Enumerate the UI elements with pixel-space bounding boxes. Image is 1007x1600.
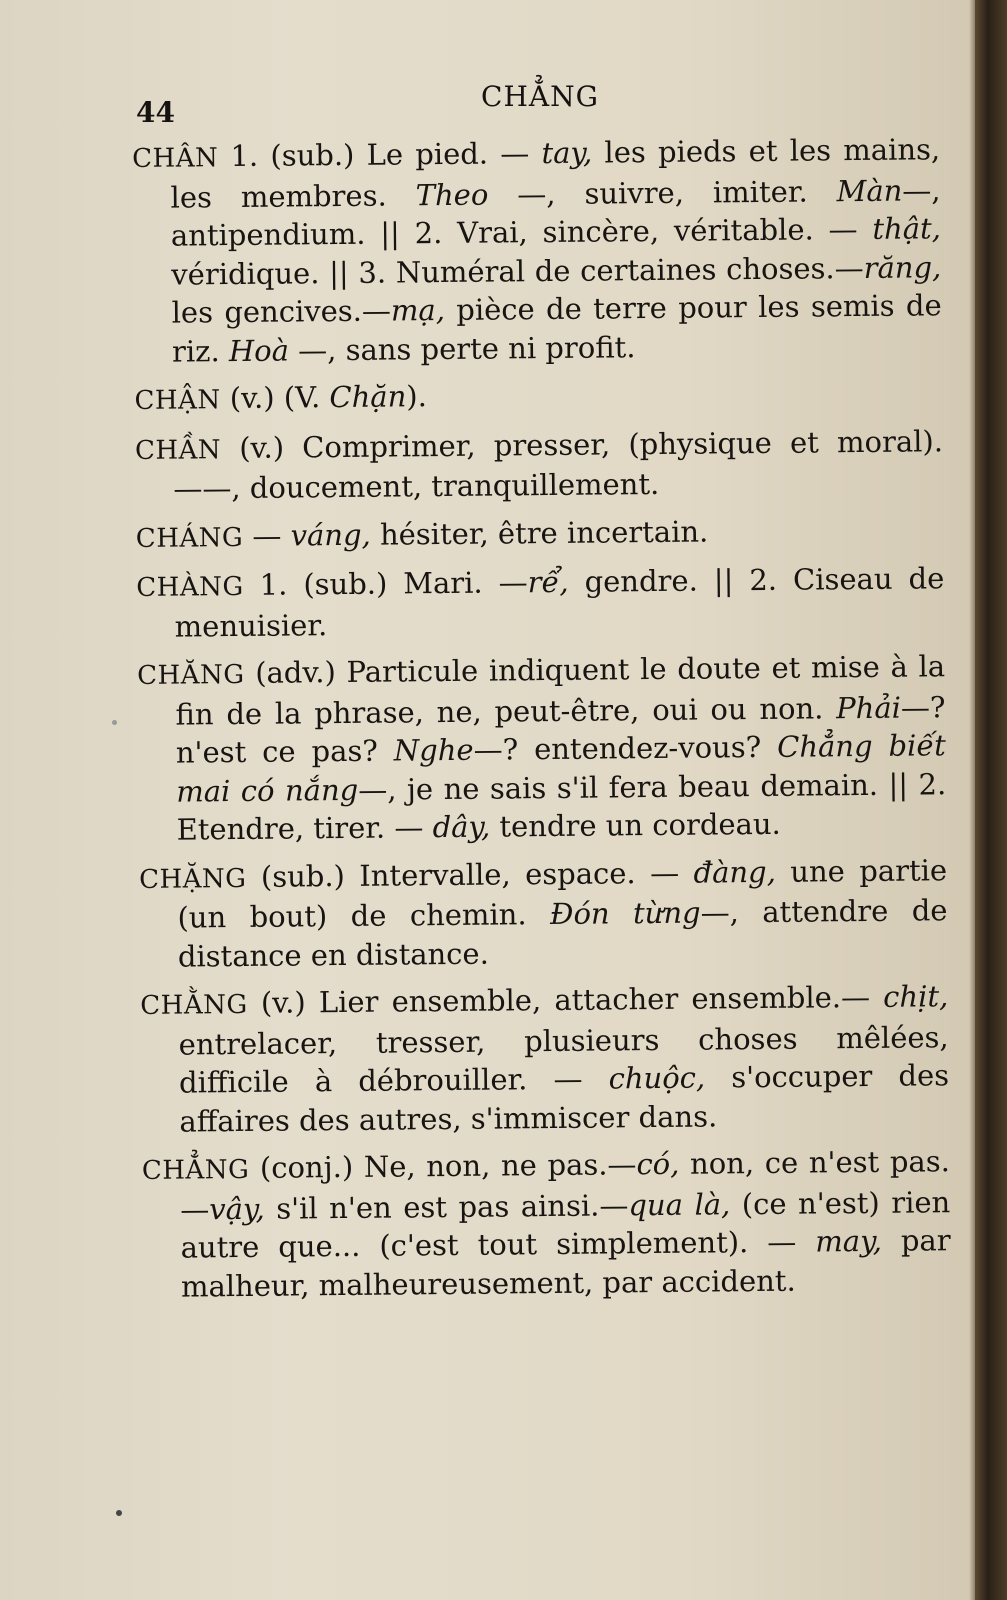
entry-example-italic: răng, [863, 249, 942, 285]
entry-text: (v.) Lier ensemble, attacher ensemble.— [247, 979, 884, 1020]
dictionary-entry [139, 851, 948, 976]
entry-example-italic: Chẳng biết mai có nắng [176, 728, 947, 809]
entry-example-italic: chuộc, [608, 1060, 706, 1096]
entry-text: véridique. || 3. Numéral de certaines choses.— [171, 250, 864, 292]
entry-text: —? entendez-vous? [473, 729, 778, 767]
entry-headword: CHẰNG [140, 989, 248, 1021]
entry-example-italic: qua là, [628, 1186, 731, 1222]
dictionary-entry [136, 510, 944, 558]
entry-example-italic: dây, [432, 809, 491, 845]
entry-example-italic: chịt, [883, 979, 949, 1014]
entry-headword: CHẶNG [138, 863, 247, 895]
entry-text: —, je ne sais s'il fera beau demain. || 2. Etendre, tirer. — [176, 766, 947, 847]
entry-example-italic: váng, [290, 517, 371, 552]
dictionary-entry [132, 130, 942, 371]
entry-text: (ce n'est) rien autre que... (c'est tout simplement). — [180, 1184, 951, 1265]
entry-text: les pieds et les mains, les membres. [170, 132, 941, 215]
dictionary-entry [135, 422, 944, 509]
entry-example-italic: mạ, [390, 293, 446, 328]
ink-speck [116, 1510, 122, 1516]
entry-example-italic: Màn [836, 173, 903, 208]
entry-example-italic: Phải [836, 690, 902, 725]
entry-example-italic: có, [636, 1146, 680, 1182]
entry-text: —, antipendium. || 2. Vrai, sincère, véritable. — [170, 172, 941, 253]
entry-example-italic: Chặn [329, 379, 407, 415]
entry-text: les gencives.— [171, 293, 392, 330]
entry-example-italic: may, [815, 1223, 883, 1259]
entry-text: tendre un cordeau. [490, 806, 781, 844]
entry-text: (sub.) Intervalle, espace. — [246, 855, 694, 894]
entry-text: —, suivre, imiter. [488, 173, 837, 212]
entry-text: 1. (sub.) Le pied. — [218, 136, 542, 174]
entry-example-italic: tay, [541, 135, 593, 171]
entry-text: s'il n'en est pas ainsi.— [264, 1187, 629, 1226]
entry-headword: CHÀNG [136, 571, 244, 603]
entry-headword: CHÁNG [135, 522, 244, 554]
entry-example-italic: Hoà [228, 333, 290, 368]
entry-text: (adv.) Particule indiquent le doute et mise à la fin de la phrase, ne, peut-être, oui ou non. [175, 649, 946, 732]
entry-text: (conj.) Ne, non, ne pas.— [249, 1147, 637, 1185]
entry-headword: CHẦN [134, 434, 222, 466]
entry-text: entrelacer, tresser, plusieurs choses mêlées, difficile à débrouiller. — [178, 1019, 949, 1100]
dictionary-entry [142, 1142, 951, 1306]
entry-example-italic: Đón từng [549, 895, 701, 932]
entry-example-italic: rể, [527, 564, 569, 600]
entry-headword: CHẲNG [141, 1154, 250, 1186]
entry-text: (v.) (V. [220, 380, 330, 416]
entry-example-italic: Theo [415, 177, 489, 212]
book-gutter [975, 0, 1007, 1600]
entry-headword: CHÂN [132, 143, 219, 174]
dictionary-entry [137, 647, 947, 849]
entry-text: — [243, 517, 291, 553]
entry-text: par malheur, malheureusement, par accident. [180, 1223, 951, 1304]
entry-example-italic: vậy, [209, 1191, 265, 1226]
entry-text: 1. (sub.) Mari. — [243, 565, 528, 602]
entry-text: ). [406, 379, 427, 414]
entry-text: une partie (un bout) de chemin. [177, 852, 948, 935]
entry-text: non, ce n'est pas.— [180, 1144, 951, 1227]
entry-text: s'occuper des affaires des autres, s'immiscer dans. [179, 1058, 950, 1139]
entry-example-italic: đàng, [693, 854, 777, 890]
page-number: 44 [136, 96, 175, 129]
running-head: CHẲNG [481, 80, 599, 113]
dictionary-entry [140, 977, 949, 1141]
entry-text: —, sans perte ni profit. [288, 329, 636, 368]
entry-headword: CHĂNG [137, 659, 245, 691]
entry-text: —? n'est ce pas? [175, 689, 946, 770]
entry-text: gendre. || 2. Ciseau de menuisier. [174, 561, 945, 644]
ink-speck [112, 720, 117, 725]
entry-text: pièce de terre pour les semis de riz. [171, 288, 942, 369]
entry-text: —, attendre de distance en distance. [177, 893, 948, 974]
dictionary-entry [136, 559, 945, 646]
entry-example-italic: thật, [872, 211, 942, 246]
entry-text: (v.) Comprimer, presser, (physique et moral). ——, doucement, tranquillement. [173, 423, 944, 506]
entry-headword: CHẬN [134, 385, 221, 416]
dictionary-entry [134, 372, 942, 420]
dictionary-body [132, 130, 951, 1315]
entry-example-italic: Nghe [393, 732, 474, 768]
entry-text: hésiter, être incertain. [370, 513, 709, 552]
